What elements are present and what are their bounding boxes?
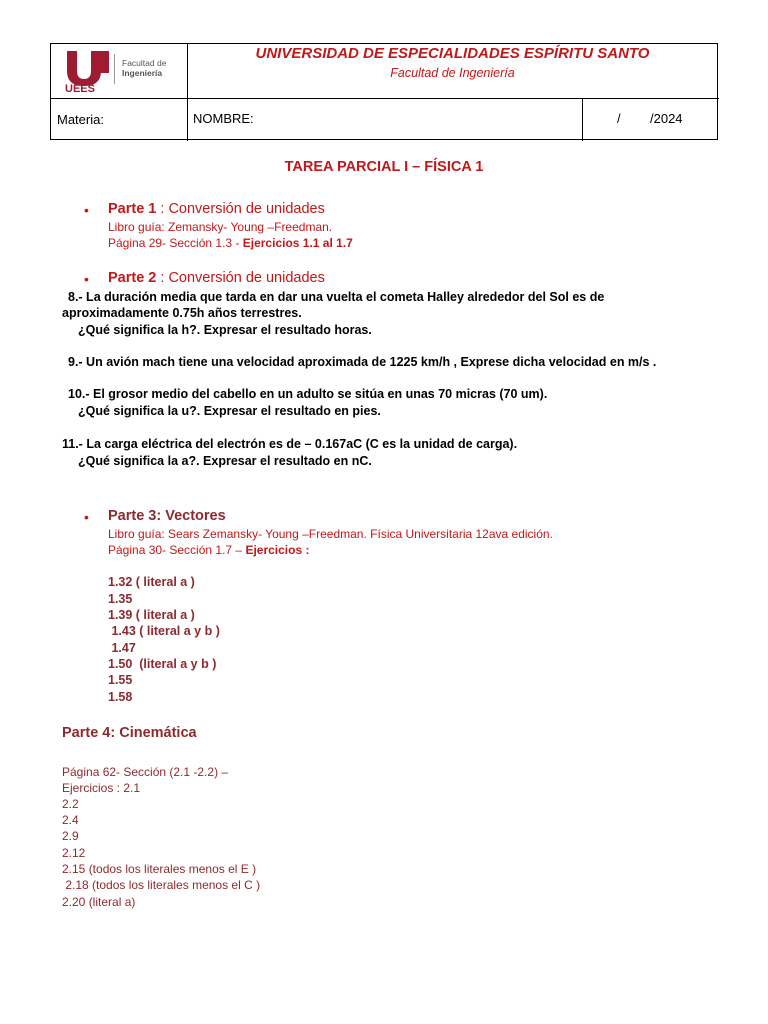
question-8-line3: ¿Qué significa la h?. Expresar el resultado horas.: [78, 323, 372, 337]
part3-page: Página 30- Sección 1.7 – Ejercicios :: [108, 543, 310, 557]
exercise-item: 1.55: [108, 673, 133, 687]
question-11-line2: ¿Qué significa la a?. Expresar el resultado en nC.: [78, 454, 372, 468]
part4-line: Ejercicios : 2.1: [62, 781, 141, 795]
exercise-item: 1.43 ( literal a y b ): [108, 624, 220, 638]
exercise-item: 1.39 ( literal a ): [108, 608, 195, 622]
nombre-label: NOMBRE:: [193, 111, 254, 126]
date-slash: /: [617, 111, 621, 126]
materia-label: Materia:: [57, 112, 104, 127]
header-divider: [51, 98, 719, 99]
university-name: UNIVERSIDAD DE ESPECIALIDADES ESPÍRITU SANTO: [255, 45, 650, 62]
logo-faculty-line1: Facultad de: [122, 58, 167, 68]
bullet-icon: •: [84, 509, 89, 525]
part4-line: 2.2: [62, 797, 79, 811]
uees-logo: [64, 48, 176, 94]
faculty-name: Facultad de Ingeniería: [390, 66, 515, 80]
question-8-line1: 8.- La duración media que tarda en dar una vuelta el cometa Halley alrededor del Sol es de: [68, 290, 605, 304]
exercise-item: 1.50 (literal a y b ): [108, 657, 217, 671]
bullet-icon: •: [84, 202, 89, 218]
exercise-item: 1.58: [108, 690, 133, 704]
part4-line: 2.20 (literal a): [62, 895, 136, 909]
question-9: 9.- Un avión mach tiene una velocidad aproximada de 1225 km/h , Exprese dicha velocidad en m/s .: [68, 355, 657, 369]
part1-heading: Parte 1 : Conversión de unidades: [108, 201, 325, 217]
question-10-line1: 10.- El grosor medio del cabello en un adulto se sitúa en unas 70 micras (70 um).: [68, 387, 548, 401]
exercise-item: 1.32 ( literal a ): [108, 575, 195, 589]
logo-faculty-line2: Ingeniería: [122, 68, 163, 78]
exercise-item: 1.47: [108, 641, 136, 655]
date-year: /2024: [650, 111, 683, 126]
part4-line: 2.9: [62, 829, 79, 843]
question-11-line1: 11.- La carga eléctrica del electrón es de – 0.167aC (C es la unidad de carga).: [62, 437, 518, 451]
part4-heading: Parte 4: Cinemática: [62, 725, 197, 741]
part4-line: 2.12: [62, 846, 86, 860]
part2-heading: Parte 2 : Conversión de unidades: [108, 270, 325, 286]
question-10-line2: ¿Qué significa la u?. Expresar el resultado en pies.: [78, 404, 381, 418]
logo-brand-text: UEES: [65, 83, 95, 94]
part3-book: Libro guía: Sears Zemansky- Young –Freedman. Física Universitaria 12ava edición.: [108, 527, 553, 541]
part3-heading: Parte 3: Vectores: [108, 508, 226, 524]
part4-line: Página 62- Sección (2.1 -2.2) –: [62, 765, 229, 779]
page-title: TAREA PARCIAL I – FÍSICA 1: [284, 159, 484, 175]
part4-line: 2.18 (todos los literales menos el C ): [62, 878, 261, 892]
exercise-item: 1.35: [108, 592, 133, 606]
part1-book: Libro guía: Zemansky- Young –Freedman.: [108, 220, 333, 234]
bullet-icon: •: [84, 271, 89, 287]
question-8-line2: aproximadamente 0.75h años terrestres.: [62, 306, 302, 320]
header-divider: [582, 98, 583, 141]
part4-line: 2.15 (todos los literales menos el E ): [62, 862, 257, 876]
part1-page: Página 29- Sección 1.3 - Ejercicios 1.1 al 1.7: [108, 236, 353, 250]
part4-line: 2.4: [62, 813, 79, 827]
